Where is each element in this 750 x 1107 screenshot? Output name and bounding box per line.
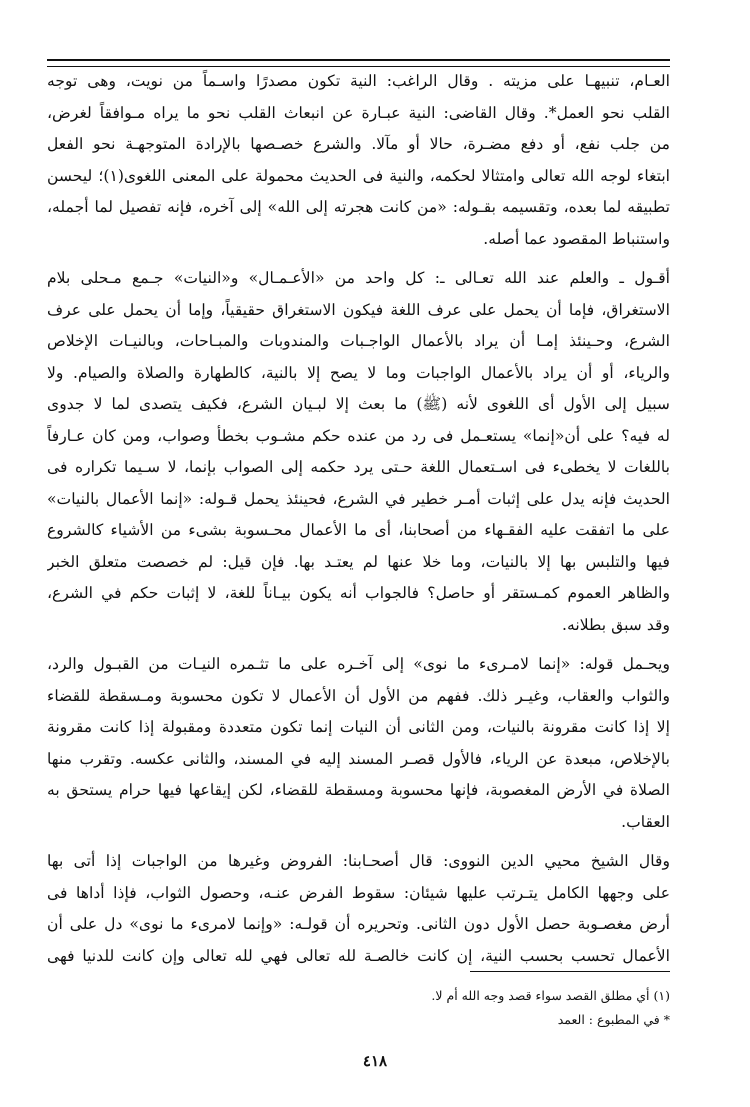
text-line: القلب نحو العمل*. وقال القاضى: النية عبـارة عن انبعاث القلب نحو ما يراه مـوافقاً لغرض، <box>47 103 670 122</box>
text-line: ويحـمل قوله: «إنما لامـرىء ما نوى» إلى آخـره على ما تثـمره النيـات من القبـول والرد، <box>47 655 670 673</box>
text-line: واستنباط المقصود عما أصله. <box>483 229 670 248</box>
text-line: العـام، تنبيهـا على مزيته . وقال الراغب: النية تكون مصدرًا واسـماً من نويت، وهى توجه <box>47 72 670 90</box>
footnote-star: * في المطبوع : العمد <box>557 1012 670 1027</box>
text-line: فيها والتلبس بها إلا بالنيات، وما خلا عنها لم يعتـد بها. فإن قيل: لم خصصت متعلق الخبر <box>47 552 670 571</box>
text-line: له فيه؟ على أن«إنما» يستعـمل فى رد من عنده حكم مشـوب بخطأ وصواب، ومن كان عـارفاً <box>47 426 670 445</box>
text-line: وقد سبق بطلانه. <box>562 615 670 634</box>
footnotes <box>110 984 670 1032</box>
text-line: إلا إذا كانت مقرونة بالنيات، ومن الثانى أن النيات إنما تكون متعددة ومقبولة إذا كانت مقرونة <box>47 718 670 736</box>
text-line: بالإخلاص، مبعدة عن الرياء، فالأول قصـر المسند إليه في المسند، والثانى عكسه. وتقرب منها <box>47 749 670 768</box>
footnote-1: (١) أي مطلق القصد سواء قصد وجه الله أم لا. <box>431 988 670 1003</box>
text-line: والظاهر العموم كمـستقر أو حاصل؟ فالجواب أنه يكون بيـاناً للغة، لا إثبات حكم في الشرع، <box>47 584 670 602</box>
text-line: ابتغاء لوجه الله تعالى وامتثالا لحكمه، والنية فى الحديث محمولة على المعنى اللغوى(١)؛ ليحسن <box>47 166 670 185</box>
paragraph-2 <box>47 263 670 641</box>
text-line: وقال الشيخ محيي الدين النووى: قال أصحـابنا: الفروض وغيرها من الواجبات إذا أتى بها <box>47 852 670 870</box>
paragraph-1 <box>47 66 670 255</box>
paragraph-4 <box>47 846 670 972</box>
text-line: الأعمال تحسب بحسب النية، إن كانت خالصـة لله تعالى فهي لله تعالى وإن كانت للدنيا فهى <box>47 946 670 965</box>
text-line: العقاب. <box>621 812 670 831</box>
text-line: الاستغراق، فإما أن يحمل على عرف اللغة فيكون الاستغراق حقيقياً، وإما أن يحمل على عرف <box>47 300 670 319</box>
text-line: الصلاة في الأرض المغصوبة، فإنها محسوبة ومسقطة للقضاء، لكن إيقاعها فيها حرام يستحق به <box>47 781 670 799</box>
text-line: والرياء، أو أن يراد بالأعمال الواجبات وما لا يصح إلا بالنية، كالطهارة والصلاة والصيام. ولا <box>47 363 670 382</box>
text-line: من جلب نفع، أو دفع مضـرة، حالا أو مآلا. والشرع خصـصها بالإرادة المتوجهـة نحو الفعل <box>47 135 670 153</box>
text-line: سبيل إلى الأول أى اللغوى لأنه (ﷺ) ما بعث إلا لبـيان الشرع، فكيف يتصدى لما لا جدوى <box>47 395 670 413</box>
header-rule-thick <box>47 59 670 61</box>
text-line: باللغات لا يخطىء فى اسـتعمال اللغة حـتى يرد حكمه إلى الصواب بإنما، لا سـيما تكراره فى <box>47 458 670 476</box>
text-line: أرض مغصـوبة حصل الأول دون الثانى. وتحريره أن قولـه: «وإنما لامرىء ما نوى» دل على أن <box>47 915 670 933</box>
text-line: الشرع، وحـينئذ إمـا أن يراد بالأعمال الواجـبات والمندوبات والمبـاحات، وبالنيـات الإخلاص <box>47 332 670 350</box>
page-number: ٤١٨ <box>362 1052 388 1070</box>
text-line: على وجهها الكامل يتـرتب عليها شيئان: سقوط الفرض عنـه، وحصول الثواب، فإذا أداها فى <box>47 883 670 902</box>
paragraph-3 <box>47 649 670 838</box>
main-text <box>47 66 670 972</box>
text-line: على ما اتفقت عليه الفقـهاء من أصحابنا، أى ما الأعمال محـسوبة بشىء من الأشياء كالشروع <box>47 521 670 539</box>
text-line: أقـول ـ والعلم عند الله تعـالى ـ: كل واحد من «الأعـمـال» و«النيات» جـمع مـحلى بلام <box>47 269 670 287</box>
text-line: الحديث فإنه يدل على إثبات أمـر خطير في الشرع، فحينئذ يحمل قـوله: «إنما الأعمال بالنيات» <box>47 489 670 508</box>
text-line: والثواب والعقاب، وغيـر ذلك. ففهم من الأول أن الأعمال لا تكون محسوبة ومـسقطة للقضاء <box>47 686 670 705</box>
footnote-separator <box>470 971 670 972</box>
text-line: تطبيقه لما بعده، وتقسيمه بقـوله: «من كانت هجرته إلى الله» إلى آخره، فإنه تفصيل لما أجمله، <box>47 198 670 216</box>
